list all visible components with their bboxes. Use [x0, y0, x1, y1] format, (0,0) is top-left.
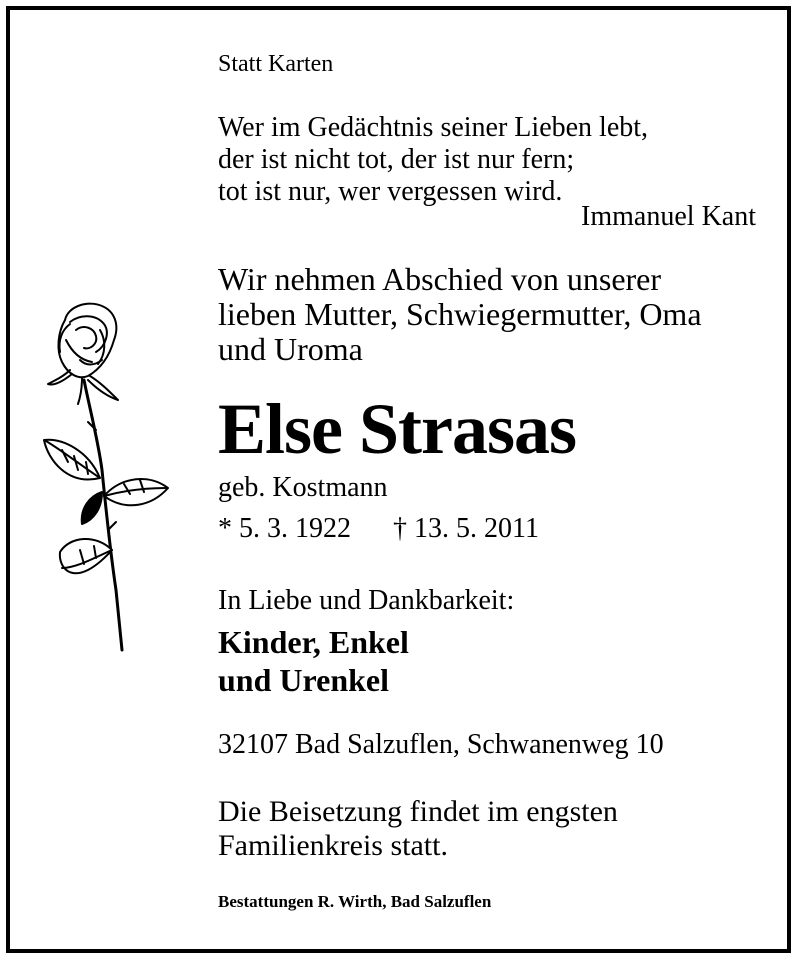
mourners-line: und Urenkel: [218, 662, 390, 698]
notice-header: Statt Karten: [218, 51, 334, 77]
poem: [218, 112, 648, 208]
intro-line: Wir nehmen Abschied von unserer: [218, 261, 662, 297]
life-dates: [218, 515, 539, 543]
rose-icon: [40, 300, 175, 655]
funeral-note: [218, 795, 618, 863]
intro-line: und Uroma: [218, 331, 363, 367]
funeral-line: Die Beisetzung findet im engsten: [218, 795, 618, 828]
poem-line: der ist nicht tot, der ist nur fern;: [218, 144, 575, 175]
undertaker: Bestattungen R. Wirth, Bad Salzuflen: [218, 892, 492, 911]
intro-line: lieben Mutter, Schwiegermutter, Oma: [218, 296, 702, 332]
farewell-intro: [218, 262, 702, 367]
mourners-line: Kinder, Enkel: [218, 624, 409, 660]
poem-line: tot ist nur, wer vergessen wird.: [218, 176, 563, 207]
deceased-name: Else Strasas: [218, 389, 577, 469]
thanks-line: In Liebe und Dankbarkeit:: [218, 585, 515, 616]
funeral-line: Familienkreis statt.: [218, 829, 448, 862]
poem-author: Immanuel Kant: [581, 201, 756, 232]
maiden-name: geb. Kostmann: [218, 472, 388, 503]
birth-date: * 5. 3. 1922: [218, 513, 351, 544]
address: 32107 Bad Salzuflen, Schwanenweg 10: [218, 729, 664, 760]
mourners: [218, 623, 409, 699]
death-date: † 13. 5. 2011: [393, 513, 539, 544]
poem-line: Wer im Gedächtnis seiner Lieben lebt,: [218, 112, 649, 143]
